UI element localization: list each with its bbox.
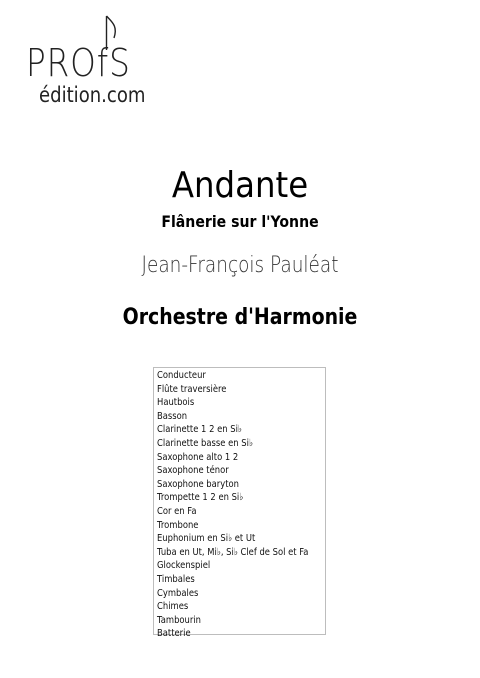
ensemble-name: Orchestre d'Harmonie <box>122 305 358 330</box>
part-item: Trombone <box>157 519 199 531</box>
parts-list-box <box>153 367 326 640</box>
part-item: Basson <box>157 410 188 422</box>
part-item: Timbales <box>157 573 195 585</box>
part-item: Cymbales <box>157 587 199 599</box>
parts-list <box>157 369 325 641</box>
part-item: Chimes <box>157 601 189 613</box>
part-item: Cor en Fa <box>157 505 197 517</box>
part-item: Conducteur <box>157 370 206 381</box>
part-item: Trompette 1 2 en Si♭ <box>157 492 244 504</box>
score-title: Andante <box>171 165 309 206</box>
profs-edition-logo <box>20 14 180 107</box>
score-subtitle: Flânerie sur l'Yonne <box>161 212 319 231</box>
part-item: Tambourin <box>157 614 201 626</box>
part-item: Flûte traversière <box>157 383 227 395</box>
part-item: Tuba en Ut, Mi♭, Si♭ Clef de Sol et Fa <box>157 546 309 558</box>
part-item: Glockenspiel <box>157 560 211 572</box>
part-item: Hautbois <box>157 397 195 409</box>
composer-name: Jean-François Pauléat <box>141 253 339 278</box>
part-item: Saxophone alto 1 2 <box>157 451 239 463</box>
part-item: Clarinette basse en Si♭ <box>157 437 253 449</box>
part-item: Clarinette 1 2 en Si♭ <box>157 424 242 436</box>
part-item: Euphonium en Si♭ et Ut <box>157 533 256 545</box>
part-item: Saxophone ténor <box>157 465 229 477</box>
part-item: Batterie <box>157 628 191 640</box>
logo-domain-text: édition.com <box>39 83 146 107</box>
part-item: Saxophone baryton <box>157 478 239 490</box>
logo-brand-text: PROfS <box>26 41 131 85</box>
